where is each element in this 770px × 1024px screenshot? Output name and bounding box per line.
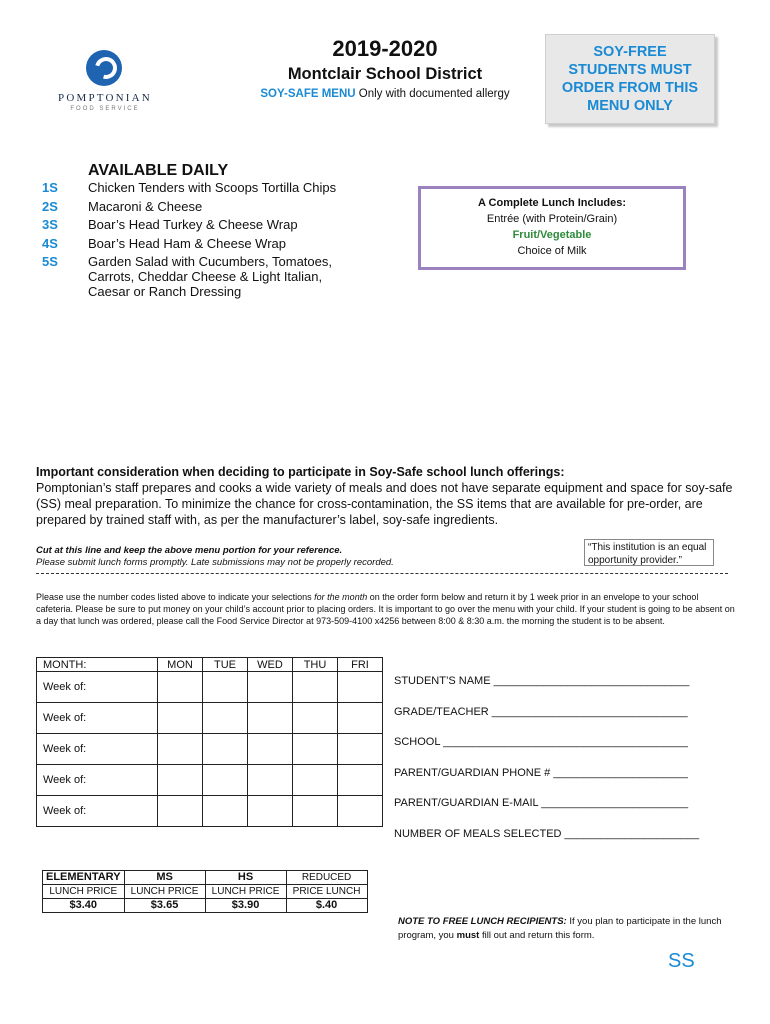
month-cell[interactable]: MONTH: [37,658,158,672]
price-label: LUNCH PRICE [124,885,205,899]
meals-selected-field[interactable]: NUMBER OF MEALS SELECTED ______________________ [394,827,700,840]
order-cell[interactable] [338,796,383,827]
day-header: TUE [203,658,248,672]
complete-lunch-title: A Complete Lunch Includes: [477,197,627,209]
price-category: REDUCED [286,871,367,885]
order-cell[interactable] [338,672,383,703]
soy-free-line: MENU ONLY [587,98,673,114]
important-body: Pomptonian’s staff prepares and cooks a wide variety of meals and does not have separate equipment and space for soy-safe (SS) meal preparation. To minimize the chance for cross-contamination, the SS items that are available for pre-order, are prepared by trained staff with, as per the manufacturer’s label, soy-safe ingredients. [36,481,733,527]
week-row [37,796,383,827]
order-cell[interactable] [203,765,248,796]
order-cell[interactable] [293,672,338,703]
soy-free-line: ORDER FROM THIS [561,80,699,96]
menu-item [42,180,362,195]
complete-lunch-item: Choice of Milk [517,245,587,257]
order-cell[interactable] [158,703,203,734]
allergy-note: Only with documented allergy [355,88,510,100]
important-section [36,464,736,528]
instructions-part: Please use the number codes listed above to indicate your selections [36,592,315,602]
note-lead: NOTE TO FREE LUNCH RECIPIENTS: [398,916,567,927]
menu-item [42,217,362,232]
week-row [37,703,383,734]
menu-text: Boar’s Head Turkey & Cheese Wrap [88,217,298,232]
order-cell[interactable] [293,765,338,796]
free-lunch-note [398,915,733,943]
order-instructions [36,591,736,627]
cut-line [36,573,728,574]
order-cell[interactable] [293,796,338,827]
week-row [37,765,383,796]
grade-teacher-field[interactable]: GRADE/TEACHER ________________________________ [394,705,688,718]
week-row [37,734,383,765]
important-title: Important consideration when deciding to participate in Soy-Safe school lunch offerings: [36,465,565,479]
pomptonian-logo [50,46,160,116]
menu-code: 2S [42,198,58,214]
price-table [42,870,368,913]
week-of-cell[interactable]: Week of: [37,796,158,827]
price-value: $3.65 [124,899,205,913]
price-value: $.40 [286,899,367,913]
complete-lunch-item: Entrée (with Protein/Grain) [486,213,618,225]
week-row [37,672,383,703]
order-cell[interactable] [338,765,383,796]
soy-free-callout [545,34,715,124]
order-cell[interactable] [203,796,248,827]
order-cell[interactable] [158,734,203,765]
order-cell[interactable] [248,734,293,765]
menu-subtitle [230,88,540,100]
menu-text: Macaroni & Cheese [88,198,203,214]
late-submission-text: Please submit lunch forms promptly. Late submissions may not be properly recorded. [36,557,394,568]
instructions-emphasis: for the month [314,592,368,602]
week-of-cell[interactable]: Week of: [37,734,158,765]
price-value: $3.40 [43,899,125,913]
equal-opportunity-box: “This institution is an equal opportunity provider.” [584,539,714,566]
school-field[interactable]: SCHOOL ________________________________________ [394,736,688,748]
menu-text: Chicken Tenders with Scoops Tortilla Chips [88,180,337,195]
week-of-cell[interactable]: Week of: [37,703,158,734]
day-header: WED [248,658,293,672]
price-label: PRICE LUNCH [286,885,367,899]
soy-safe-label: SOY-SAFE MENU [260,88,356,100]
parent-email-field[interactable]: PARENT/GUARDIAN E-MAIL ________________________ [394,797,689,809]
order-cell[interactable] [158,796,203,827]
complete-lunch-item: Fruit/Vegetable [512,229,592,241]
day-header: THU [293,658,338,672]
menu-list [42,180,362,303]
day-header: FRI [338,658,383,672]
school-year: 2019-2020 [332,36,438,61]
price-sub-row [43,885,368,899]
menu-code: 1S [42,180,58,195]
menu-code: 5S [42,254,58,269]
student-name-field[interactable]: STUDENT’S NAME ________________________________ [394,675,690,687]
note-must: must [456,930,480,941]
day-header: MON [158,658,203,672]
menu-text: Boar’s Head Ham & Cheese Wrap [88,235,286,251]
menu-item [42,254,362,299]
logo-mark-icon [86,50,122,86]
parent-phone-field[interactable]: PARENT/GUARDIAN PHONE # ______________________ [394,766,688,779]
menu-code: 3S [42,217,58,232]
logo-name: POMPTONIAN [58,92,152,104]
week-of-cell[interactable]: Week of: [37,672,158,703]
order-cell[interactable] [338,734,383,765]
order-cell[interactable] [158,672,203,703]
price-category: HS [205,871,286,885]
soy-free-line: SOY-FREE [593,44,667,60]
available-daily-title: AVAILABLE DAILY [88,162,229,179]
order-cell[interactable] [203,734,248,765]
order-cell[interactable] [248,765,293,796]
soy-free-line: STUDENTS MUST [568,62,692,78]
order-cell[interactable] [248,703,293,734]
price-top-row [43,871,368,885]
order-header-row [37,658,383,672]
week-of-cell[interactable]: Week of: [37,765,158,796]
order-cell[interactable] [293,734,338,765]
complete-lunch-box [418,186,686,270]
menu-text: Garden Salad with Cucumbers, Tomatoes, Carrots, Cheddar Cheese & Light Italian, Caesar or Ranch Dressing [88,254,332,299]
district-name: Montclair School District [287,65,483,83]
cut-line-text: Cut at this line and keep the above menu portion for your reference. [36,545,343,556]
menu-code: 4S [42,235,58,251]
order-cell[interactable] [248,672,293,703]
logo-subtitle: FOOD SERVICE [70,106,140,112]
price-label: LUNCH PRICE [205,885,286,899]
price-value-row [43,899,368,913]
price-category: MS [124,871,205,885]
instructions-part: on the order form below and return it by 1 week prior in an envelope to your school cafeteria. Please be sure to put money on your child’s account prior to placing orders. It is important to go over the menu with your child. If your student is going to be absent on a day that lunch was ordered, please call the Food Service Director at 973-509-4100 x4256 between 8:00 & 8:30 a.m. the morning the student is to be absent. [36,592,735,626]
order-cell[interactable] [293,703,338,734]
note-text: If you plan to participate in the lunch program, you [398,916,722,941]
cut-instructions [36,545,556,569]
order-cell[interactable] [338,703,383,734]
price-value: $3.90 [205,899,286,913]
price-label: LUNCH PRICE [43,885,125,899]
order-cell[interactable] [203,672,248,703]
student-fields [394,675,734,858]
price-category: ELEMENTARY [43,871,125,885]
note-text: fill out and return this form. [479,930,595,941]
order-cell[interactable] [248,796,293,827]
order-cell[interactable] [203,703,248,734]
menu-item [42,199,362,214]
order-table [36,657,383,827]
order-cell[interactable] [158,765,203,796]
form-code: SS [668,950,695,972]
menu-item [42,236,362,251]
